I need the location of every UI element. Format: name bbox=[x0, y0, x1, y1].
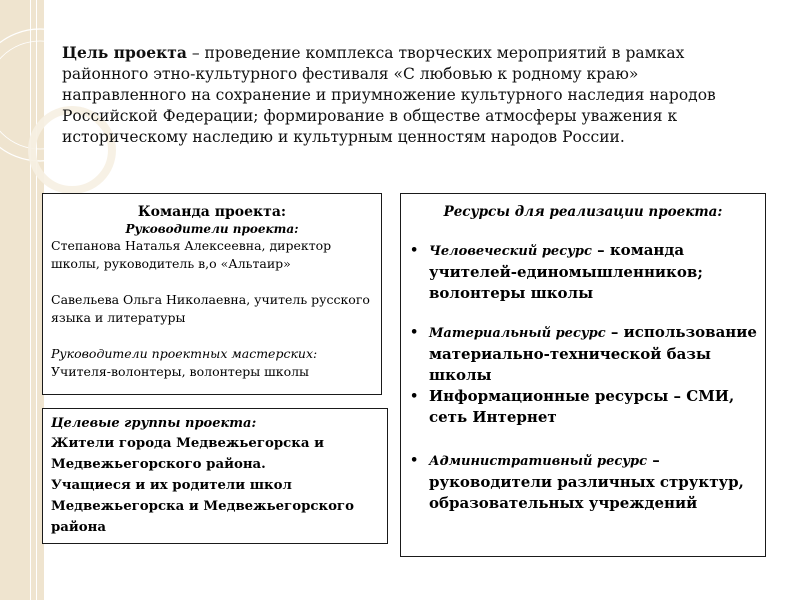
resource-text: – команда учителей-единомышленников; волонтеры школы bbox=[429, 241, 703, 302]
resource-label: Человеческий ресурс bbox=[429, 244, 592, 259]
team-box bbox=[42, 193, 382, 395]
bullet-icon: • bbox=[410, 453, 419, 468]
groups-line-2: Учащиеся и их родители школ Медвежьегорска и Медвежьегорского района bbox=[51, 478, 354, 535]
resource-item bbox=[409, 450, 757, 514]
resource-text: – руководители различных структур, образовательных учреждений bbox=[429, 451, 744, 512]
leader-2: Савельева Ольга Николаевна, учитель русского языка и литературы bbox=[51, 292, 370, 325]
goal-text: – проведение комплекса творческих мероприятий в рамках районного этно-культурного фестиваля «С любовью к родному краю» направленного на сохранение и приумножение культурного наследия народов Российской Федерации; формирование в обществе атмосферы уважения к историческому наследию и культурным ценностям народов России. bbox=[62, 44, 716, 146]
resource-item bbox=[409, 240, 757, 304]
workshops-heading: Руководители проектных мастерских: bbox=[51, 346, 318, 361]
resource-label: Административный ресурс bbox=[429, 454, 648, 469]
goal-term: Цель проекта bbox=[62, 43, 187, 62]
resource-text: – использование материально-технической базы школы bbox=[429, 323, 757, 384]
groups-line-1: Жители города Медвежьегорска и Медвежьегорского района. bbox=[51, 436, 324, 472]
leader-1: Степанова Наталья Алексеевна, директор школы, руководитель в,о «Альтаир» bbox=[51, 238, 332, 271]
workshops-text: Учителя-волонтеры, волонтеры школы bbox=[51, 364, 310, 379]
bullet-icon: • bbox=[410, 389, 419, 404]
bullet-icon: • bbox=[410, 243, 419, 258]
team-title: Команда проекта: bbox=[137, 204, 287, 220]
resource-item bbox=[409, 322, 757, 386]
resources-title: Ресурсы для реализации проекта: bbox=[443, 204, 723, 220]
project-goal bbox=[62, 42, 762, 148]
groups-title: Целевые группы проекта: bbox=[51, 416, 257, 431]
bullet-icon: • bbox=[410, 325, 419, 340]
leaders-heading: Руководители проекта: bbox=[125, 222, 299, 236]
target-groups-box bbox=[42, 408, 388, 544]
resources-box bbox=[400, 193, 766, 557]
resource-label: Материальный ресурс bbox=[429, 326, 606, 341]
resource-item bbox=[409, 386, 757, 428]
resource-text: Информационные ресурсы – СМИ, сеть Интернет bbox=[429, 387, 735, 426]
